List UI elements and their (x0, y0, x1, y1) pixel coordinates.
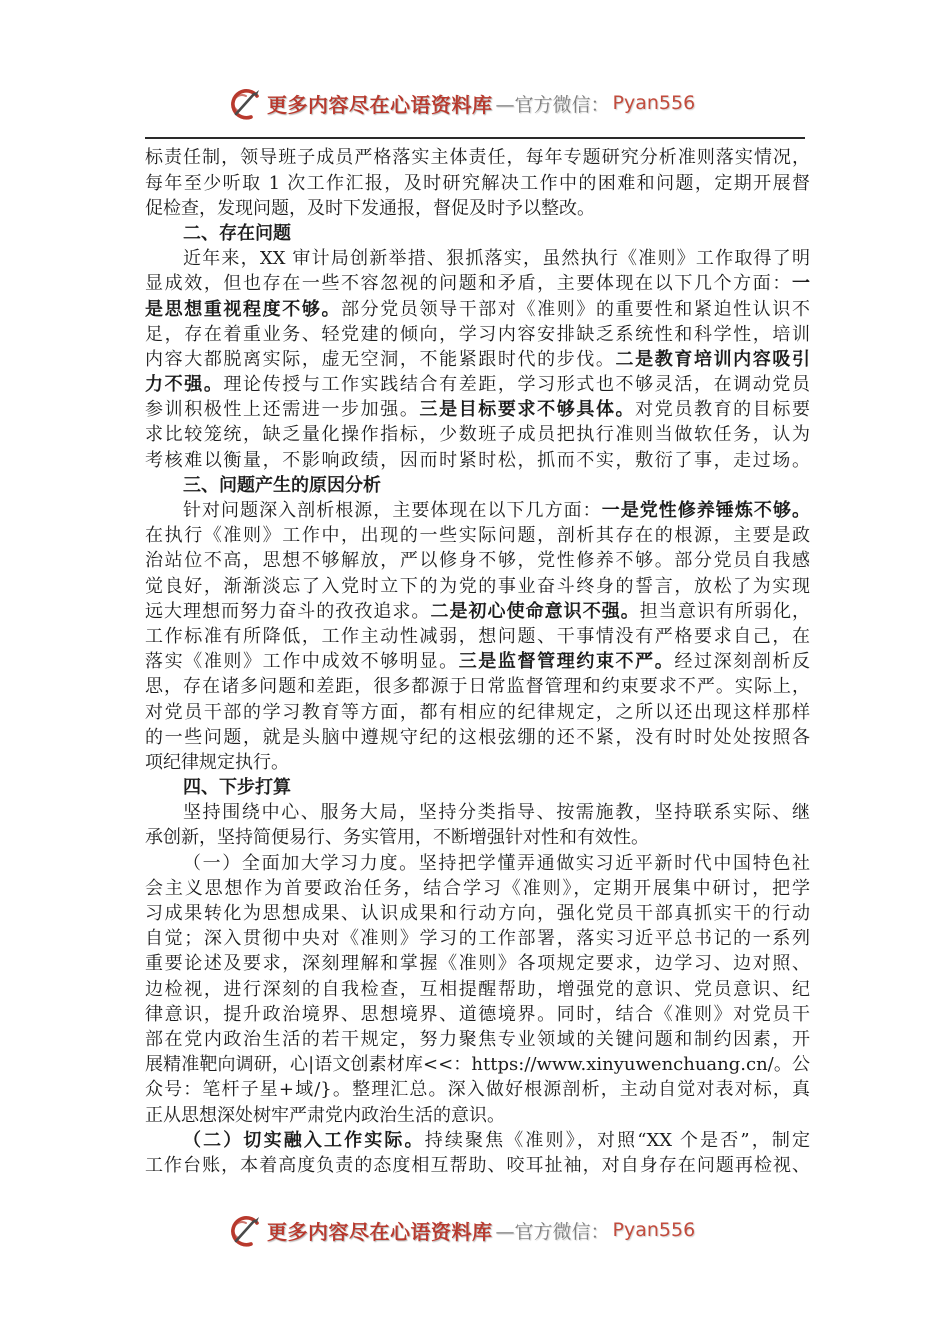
watermark-wechat-label: —官方微信： (495, 1220, 610, 1243)
header-divider (145, 137, 805, 139)
bold-run: 力不强。 (145, 374, 224, 396)
body-line (145, 951, 810, 976)
body-line (145, 297, 810, 322)
body-line (145, 196, 810, 221)
body-line (145, 498, 810, 523)
bold-run: 二是初心使命意识不强。 (430, 600, 640, 622)
watermark-brand: 更多内容尽在心语资料库 (267, 1219, 493, 1244)
section-heading (145, 221, 810, 246)
text-run: 工作标准有所降低，工作主动性减弱，想问题、干事情没有严格要求自己，在 (145, 625, 810, 647)
quill-logo-icon (226, 84, 264, 122)
text-run: 对党员教育的目标要 (635, 399, 811, 421)
body-line (145, 926, 810, 951)
text-run: 律意识，提升政治境界、思想境界、道德境界。同时，结合《准则》对党员干 (145, 1003, 810, 1025)
body-line (145, 851, 810, 876)
watermark-wechat-label: —官方微信： (495, 93, 610, 116)
body-line (145, 145, 810, 170)
text-run: 众号：笔杆子星+域/}。整理汇总。深入做好根源剖析，主动自觉对表对标，真 (145, 1079, 810, 1101)
text-run: 的一些问题，就是头脑中遵规守纪的这根弦绷的还不紧，没有时时处处按照各 (145, 726, 810, 748)
text-run: 求比较笼统，缺乏量化操作指标，少数班子成员把执行准则当做软任务，认为 (145, 424, 810, 446)
text-run: 承创新，坚持简便易行、务实管用，不断增强针对性和有效性。 (145, 827, 649, 849)
bold-run: （二）切实融入工作实际。 (183, 1129, 425, 1151)
text-run: 经过深刻剖析反 (674, 651, 811, 673)
text-run: 担当意识有所弱化， (639, 600, 811, 622)
body-line (145, 347, 810, 372)
text-run: 持续聚焦《准则》，对照“XX 个是否”，制定 (424, 1129, 810, 1151)
body-line (145, 624, 810, 649)
bold-run: 二是教育培训内容吸引 (615, 348, 811, 370)
body-line (145, 574, 810, 599)
text-run: 针对问题深入剖析根源，主要体现在以下几方面： (183, 500, 602, 522)
text-run: 治站位不高，思想不够解放，严以修身不够，党性修养不够。部分党员自我感 (145, 550, 810, 572)
text-run: 落实《准则》工作中成效不够明显。 (145, 651, 459, 673)
body-line (145, 1002, 810, 1027)
body-line (145, 548, 810, 573)
text-run: 显成效，但也存在一些不容忽视的问题和矛盾，主要体现在以下几个方面： (145, 273, 792, 295)
body-line (145, 977, 810, 1002)
text-run: 正从思想深处树牢严肃党内政治生活的意识。 (145, 1104, 505, 1126)
text-run: 习成果转化为思想成果、认识成果和行动方向，强化党员干部真抓实干的行动 (145, 903, 810, 925)
watermark-brand: 更多内容尽在心语资料库 (267, 92, 493, 117)
section-heading (145, 473, 810, 498)
heading-text: 四、下步打算 (183, 777, 291, 799)
bold-run: 一是党性修养锤炼不够。 (601, 500, 810, 522)
body-line (145, 825, 810, 850)
text-run: 项纪律规定执行。 (145, 751, 289, 773)
section-heading (145, 775, 810, 800)
heading-text: 二、存在问题 (183, 222, 291, 244)
document-body (145, 145, 810, 1178)
body-line (145, 1103, 810, 1128)
body-line (145, 1153, 810, 1178)
body-line (145, 599, 810, 624)
text-run: 理论传授与工作实践结合有差距，学习形式也不够灵活，在调动党员 (223, 374, 811, 396)
text-run: 坚持围绕中心、服务大局，坚持分类指导、按需施教，坚持联系实际、继 (183, 802, 810, 824)
bold-run: 一 (792, 273, 810, 295)
body-line (145, 1052, 810, 1077)
bold-run: 是思想重视程度不够。 (145, 298, 342, 320)
body-line (145, 372, 810, 397)
body-line (145, 397, 810, 422)
bold-run: 三是目标要求不够具体。 (419, 399, 636, 421)
text-run: 部在党内政治生活的若干规定，努力聚焦专业领域的关键问题和制约因素，开 (145, 1028, 810, 1050)
bold-run: 三是监督管理约束不严。 (458, 651, 675, 673)
body-line (145, 523, 810, 548)
text-run: 近年来，XX 审计局创新举措、狠抓落实，虽然执行《准则》工作取得了明 (183, 248, 810, 270)
quill-logo-icon (226, 1211, 264, 1249)
body-line (145, 674, 810, 699)
text-run: 对党员干部的学习教育等方面，都有相应的纪律规定，之所以还出现这样那样 (145, 701, 810, 723)
text-run: 促检查，发现问题，及时下发通报，督促及时予以整改。 (145, 197, 595, 219)
text-run: 会主义思想作为首要政治任务，结合学习《准则》，定期开展集中研讨，把学 (145, 877, 810, 899)
body-line (145, 171, 810, 196)
text-run: 边检视，进行深刻的自我检查，互相提醒帮助，增强党的意识、党员意识、纪 (145, 978, 810, 1000)
body-line (145, 800, 810, 825)
body-line (145, 322, 810, 347)
text-run: 远大理想而努力奋斗的孜孜追求。 (145, 600, 431, 622)
text-run: 思，存在诸多问题和差距，很多都源于日常监督管理和约束要求不严。实际上， (145, 676, 810, 698)
footer-watermark (226, 1210, 695, 1250)
header-watermark (226, 83, 695, 123)
text-run: 重要论述及要求，深刻理解和掌握《准则》各项规定要求，边学习、边对照、 (145, 953, 810, 975)
heading-text: 三、问题产生的原因分析 (183, 474, 381, 496)
text-run: 足，存在着重业务、轻党建的倾向，学习内容安排缺乏系统性和科学性，培训 (145, 323, 810, 345)
text-run: 展精准靶向调研，心|语文创素材库<<：https://www.xinyuwenchuang.cn/。公 (145, 1054, 810, 1076)
text-run: 在执行《准则》工作中，出现的一些实际问题，剖析其存在的根源，主要是政 (145, 525, 810, 547)
text-run: 参训积极性上还需进一步加强。 (145, 399, 420, 421)
text-run: （一）全面加大学习力度。坚持把学懂弄通做实习近平新时代中国特色社 (183, 852, 810, 874)
text-run: 标责任制，领导班子成员严格落实主体责任，每年专题研究分析准则落实情况， (145, 147, 810, 169)
body-line (145, 876, 810, 901)
body-line (145, 901, 810, 926)
body-line (145, 422, 810, 447)
text-run: 每年至少听取 1 次工作汇报，及时研究解决工作中的困难和问题，定期开展督 (145, 172, 810, 194)
body-line (145, 1027, 810, 1052)
text-run: 觉良好，渐渐淡忘了入党时立下的为党的事业奋斗终身的誓言，放松了为实现 (145, 575, 810, 597)
text-run: 内容大都脱离实际，虚无空洞，不能紧跟时代的步伐。 (145, 348, 616, 370)
body-line (145, 649, 810, 674)
body-line (145, 246, 810, 271)
text-run: 考核难以衡量，不影响政绩，因而时紧时松，抓而不实，敷衍了事，走过场。 (145, 449, 810, 471)
body-line (145, 271, 810, 296)
watermark-wechat-id: Pyan556 (612, 1219, 696, 1241)
watermark-wechat-id: Pyan556 (612, 92, 696, 114)
body-line (145, 700, 810, 725)
body-line (145, 725, 810, 750)
text-run: 自觉；深入贯彻中央对《准则》学习的工作部署，落实习近平总书记的一系列 (145, 928, 810, 950)
body-line (145, 1077, 810, 1102)
text-run: 工作台账，本着高度负责的态度相互帮助、咬耳扯袖，对自身存在问题再检视、 (145, 1154, 810, 1176)
body-line (145, 750, 810, 775)
body-line (145, 448, 810, 473)
text-run: 部分党员领导干部对《准则》的重要性和紧迫性认识不 (341, 298, 810, 320)
body-line (145, 1128, 810, 1153)
